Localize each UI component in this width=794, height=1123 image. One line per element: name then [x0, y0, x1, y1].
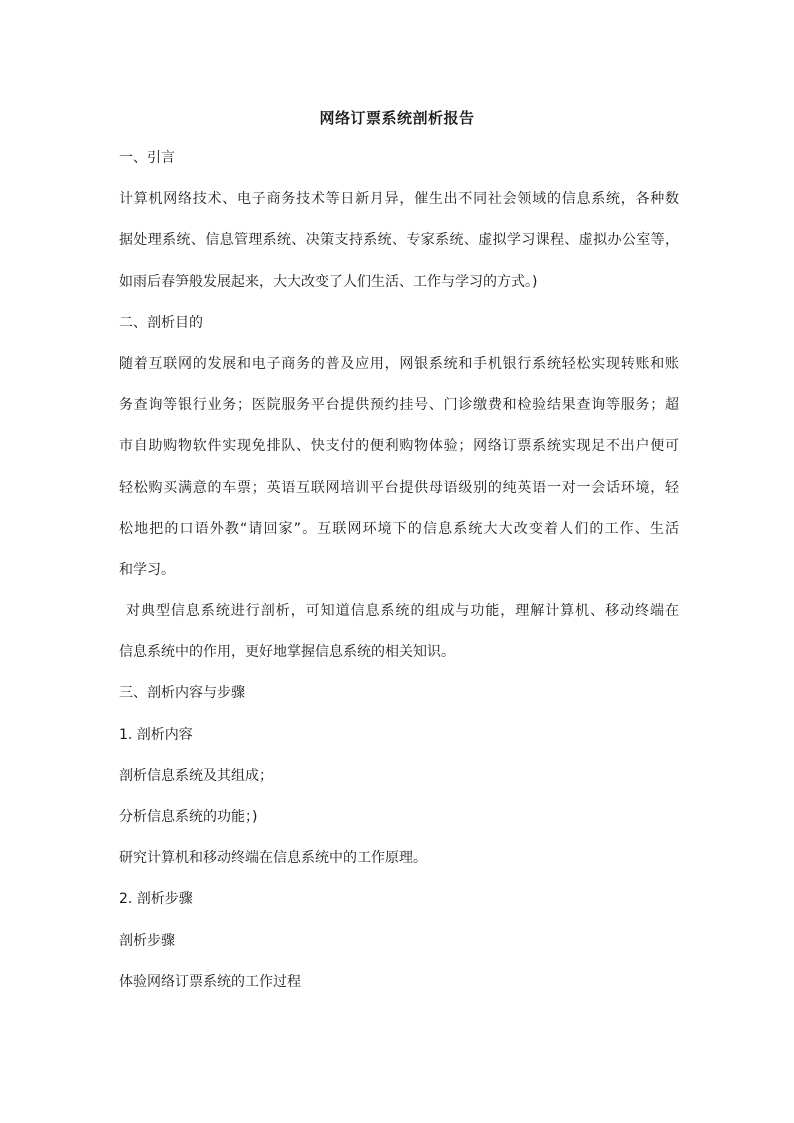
list-item: 分析信息系统的功能；) — [119, 809, 258, 825]
paragraph-line: 计算机网络技术、电子商务技术等日新月异，催生出不同社会领域的信息系统，各种数 — [119, 191, 679, 208]
paragraph-line: 和学习。 — [119, 561, 175, 578]
paragraph-line: 对典型信息系统进行剖析，可知道信息系统的组成与功能，理解计算机、移动终端在 — [126, 603, 679, 620]
list-item: 剖析信息系统及其组成； — [119, 767, 273, 784]
section-heading-introduction: 一、引言 — [119, 150, 175, 166]
document-title: 网络订票系统剖析报告 — [319, 109, 475, 127]
paragraph-line: 松地把的口语外教“请回家”。互联网环境下的信息系统大大改变着人们的工作、生活 — [119, 520, 679, 537]
subsection-heading-content: 1. 剖析内容 — [119, 726, 193, 743]
section-heading-purpose: 二、剖析目的 — [119, 314, 203, 331]
document-body — [119, 146, 679, 1011]
paragraph-line: 市自助购物软件实现免排队、快支付的便利购物体验；网络订票系统实现足不出户便可 — [119, 438, 679, 455]
paragraph-line: 随着互联网的发展和电子商务的普及应用，网银系统和手机银行系统轻松实现转账和账 — [119, 355, 679, 372]
subsection-heading-steps: 2. 剖析步骤 — [119, 891, 193, 908]
section-heading-content-steps: 三、剖析内容与步骤 — [119, 685, 245, 702]
paragraph-line: 务查询等银行业务；医院服务平台提供预约挂号、门诊缴费和检验结果查询等服务；超 — [119, 397, 679, 414]
paragraph-line: 剖析步骤 — [119, 932, 175, 949]
list-item: 研究计算机和移动终端在信息系统中的工作原理。 — [119, 850, 427, 867]
paragraph-line: 轻松购买满意的车票；英语互联网培训平台提供母语级别的纯英语一对一会话环境，轻 — [119, 479, 679, 496]
paragraph-line: 体验网络订票系统的工作过程 — [119, 973, 301, 990]
paragraph-line: 如雨后春笋般发展起来，大大改变了人们生活、工作与学习的方式。) — [119, 273, 538, 290]
paragraph-line: 据处理系统、信息管理系统、决策支持系统、专家系统、虚拟学习课程、虚拟办公室等， — [119, 232, 679, 249]
paragraph-line: 信息系统中的作用，更好地掌握信息系统的相关知识。 — [119, 644, 455, 661]
